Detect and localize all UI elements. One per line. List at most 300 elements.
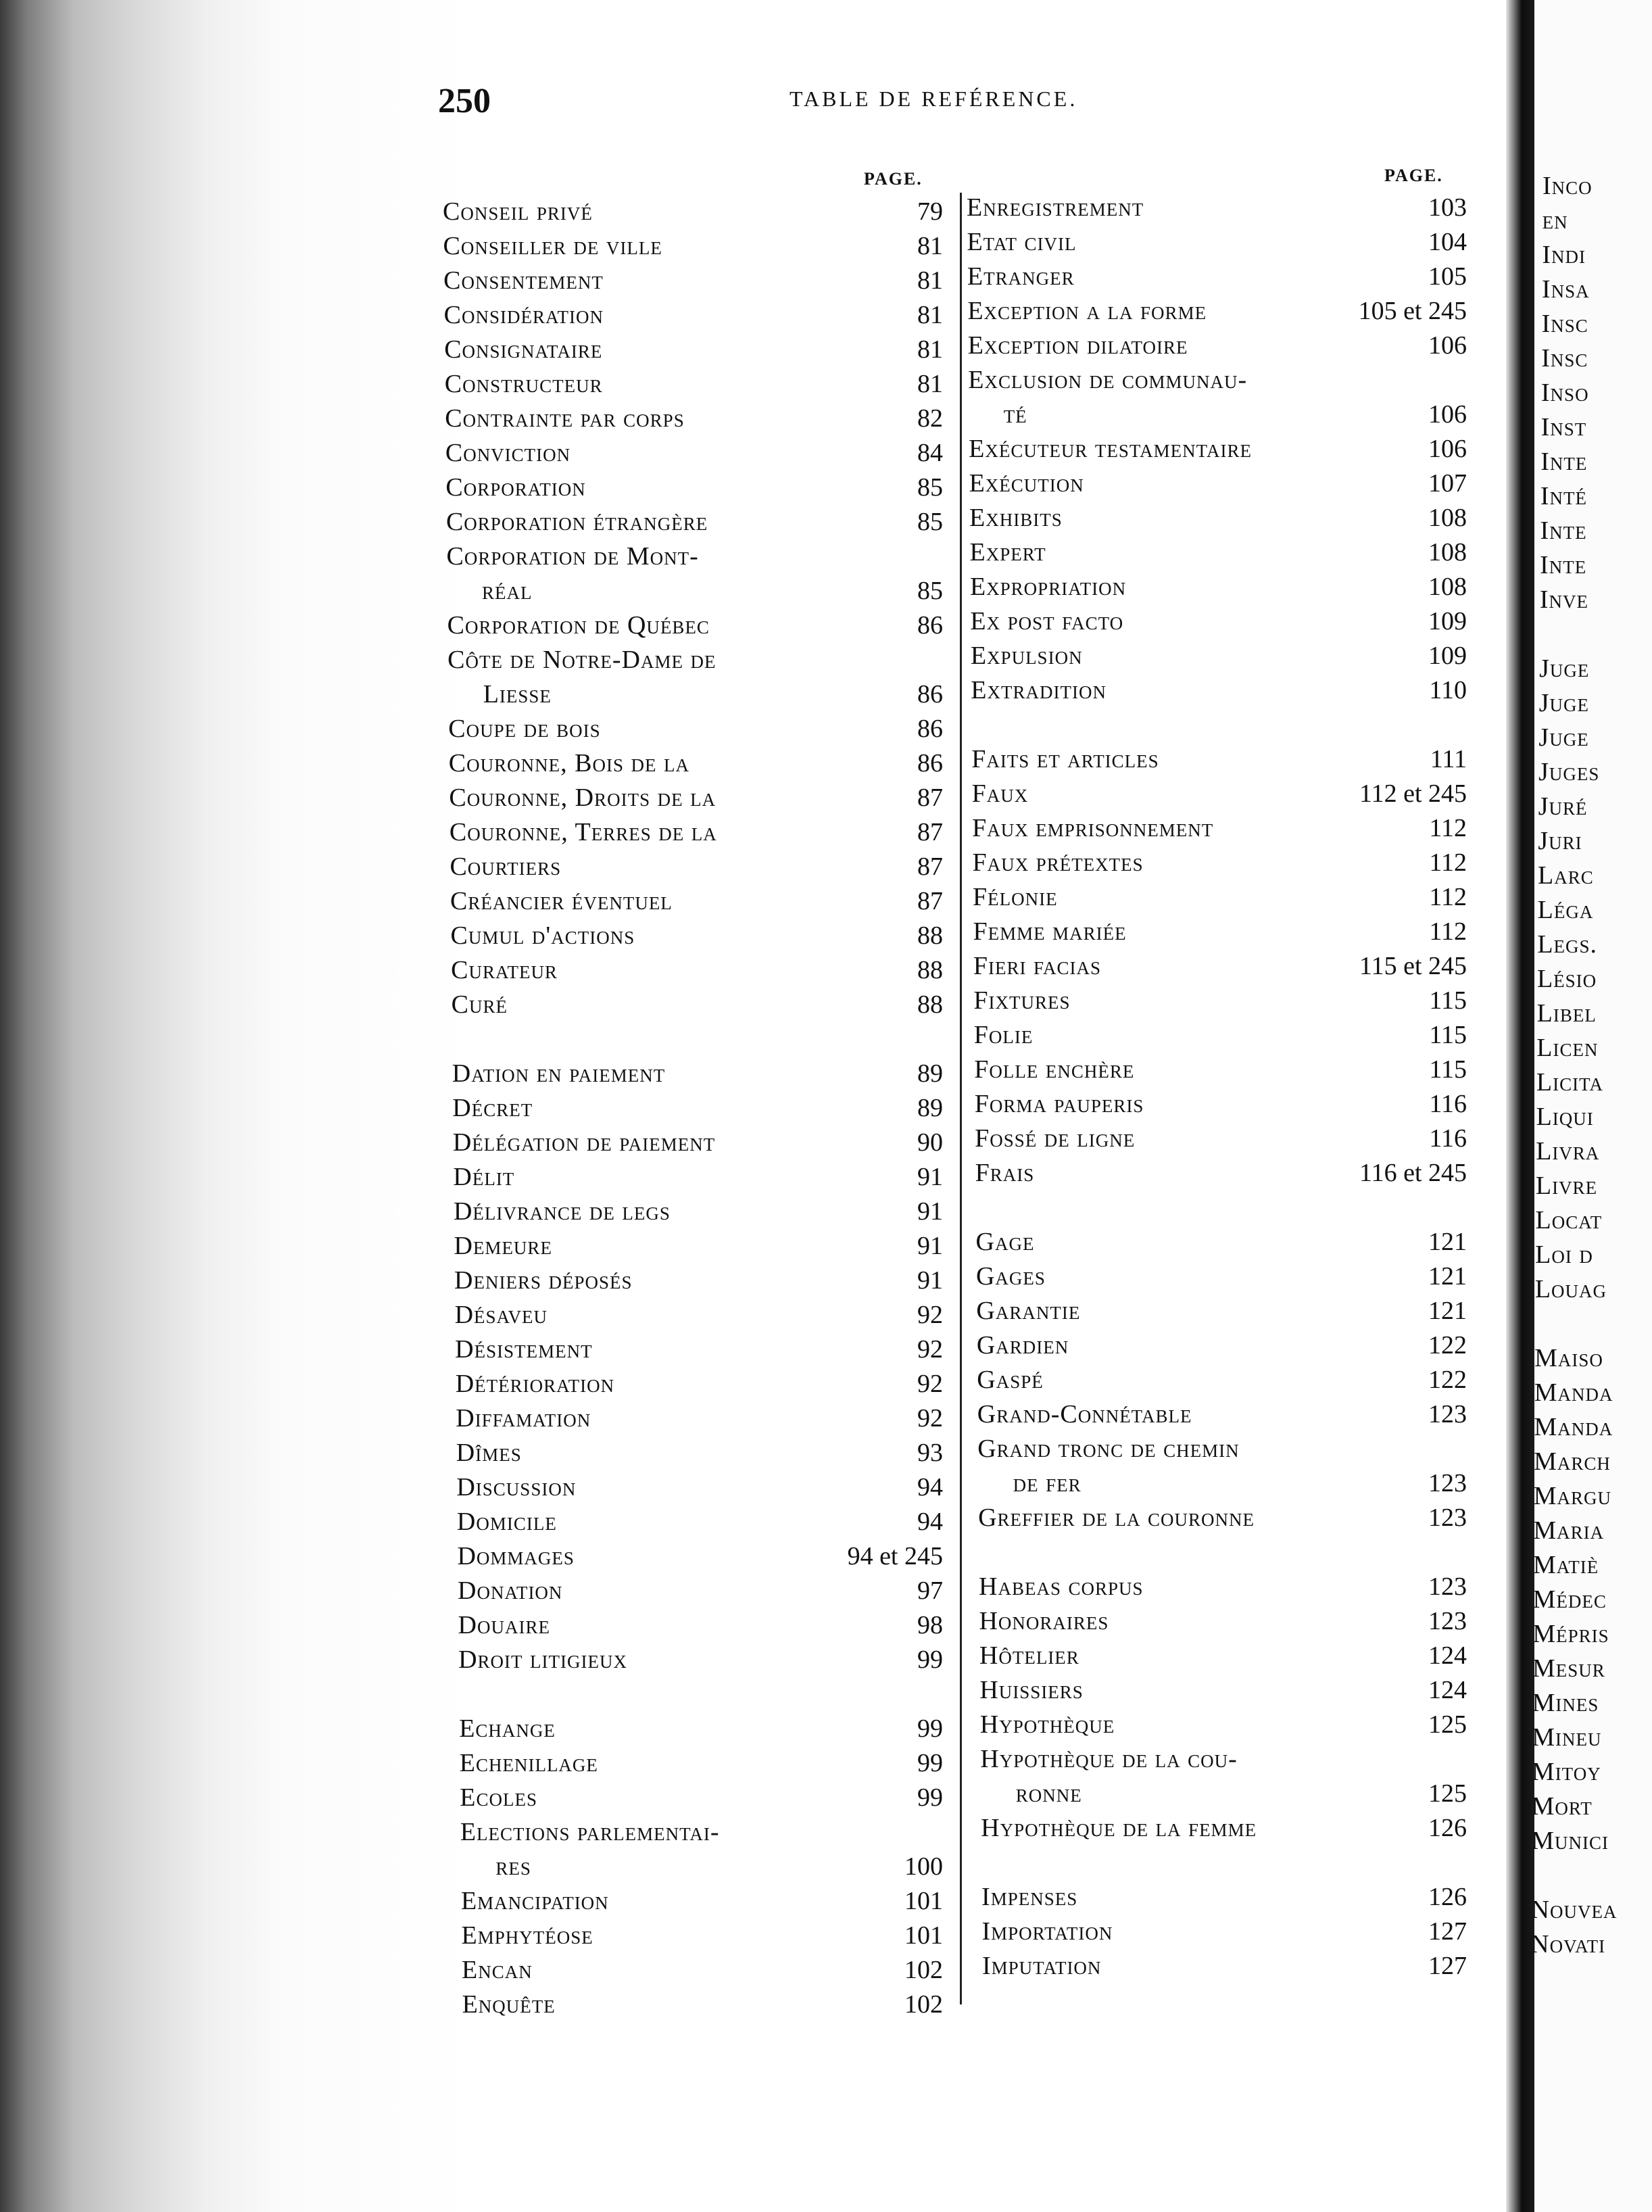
- entry-page-ref: 123: [1428, 1469, 1467, 1497]
- entry-page-ref: 102: [904, 1990, 943, 2019]
- book-binding-edge: [0, 0, 203, 2212]
- entry-term: Corporation: [445, 473, 586, 502]
- index-entry: [456, 1470, 943, 1505]
- index-entry: [455, 1332, 943, 1367]
- index-entry: [452, 1091, 943, 1126]
- index-entry: [982, 1949, 1467, 1983]
- entry-page-ref: 100: [904, 1852, 943, 1881]
- index-entry: [982, 1915, 1467, 1949]
- entry-term: Honoraires: [979, 1607, 1109, 1635]
- entry-term: Droit litigieux: [458, 1645, 627, 1674]
- facing-page-fragment: Matiè: [1533, 1551, 1599, 1579]
- entry-page-ref: 86: [917, 749, 943, 777]
- entry-page-ref: 94: [917, 1508, 943, 1536]
- entry-gap: [459, 1677, 943, 1712]
- facing-page-fragment: Inso: [1540, 379, 1589, 407]
- entry-gap: [1531, 1858, 1542, 1893]
- index-entry: [451, 953, 943, 988]
- facing-page-fragment: Inve: [1539, 585, 1588, 614]
- entry-page-ref: 123: [1428, 1504, 1467, 1532]
- entry-term: Greffier de la couronne: [978, 1504, 1255, 1532]
- entry-page-ref: 125: [1428, 1710, 1467, 1739]
- entry-term: Délégation de paiement: [452, 1128, 716, 1157]
- entry-term: Discussion: [456, 1473, 577, 1501]
- index-entry: [977, 1363, 1467, 1397]
- entry-page-ref: 88: [917, 956, 943, 984]
- index-entry: [448, 712, 943, 746]
- index-entry: [974, 1018, 1467, 1053]
- index-entry: [449, 746, 943, 781]
- index-entry: [979, 1604, 1467, 1639]
- facing-page-fragment: Livra: [1536, 1137, 1600, 1165]
- index-entry: [447, 643, 943, 677]
- facing-page-fragment: Margu: [1533, 1482, 1611, 1510]
- index-entry: [979, 1570, 1467, 1604]
- facing-page-fragment: Licen: [1536, 1034, 1599, 1062]
- entry-page-ref: 84: [917, 439, 943, 467]
- facing-page-fragment: Léga: [1537, 896, 1594, 924]
- entry-page-ref: 88: [917, 921, 943, 950]
- entry-term: Importation: [981, 1917, 1113, 1946]
- entry-term: Echenillage: [459, 1749, 598, 1777]
- index-entry: [967, 225, 1467, 260]
- index-entry: [969, 432, 1467, 466]
- entry-page-ref: 85: [917, 508, 943, 536]
- index-entry: [462, 1919, 944, 1953]
- index-entry: [447, 608, 943, 643]
- facing-page-fragment: Inté: [1540, 482, 1587, 510]
- entry-page-ref: 81: [917, 370, 943, 398]
- entry-term: Coupe de bois: [448, 715, 601, 743]
- entry-term: Femme mariée: [973, 917, 1127, 946]
- index-entry: [969, 501, 1467, 535]
- entry-term: Couronne, Bois de la: [448, 749, 689, 777]
- entry-page-ref: 79: [917, 197, 943, 226]
- entry-page-ref: 123: [1428, 1572, 1467, 1601]
- entry-term: Couronne, Droits de la: [449, 784, 716, 812]
- entry-term: Ex post facto: [970, 607, 1124, 635]
- entry-term: Cumul d'actions: [450, 921, 635, 950]
- entry-page-ref: 81: [917, 266, 943, 295]
- index-entry: [454, 1264, 943, 1298]
- entry-term: Forma pauperis: [974, 1090, 1144, 1118]
- index-entry: [968, 363, 1467, 398]
- entry-gap: [971, 708, 1467, 742]
- entry-page-ref: 85: [917, 577, 943, 605]
- entry-term: Curateur: [451, 956, 558, 984]
- entry-page-ref: 87: [917, 887, 943, 915]
- entry-page-ref: 101: [904, 1887, 943, 1915]
- entry-term: Curé: [451, 990, 508, 1019]
- entry-page-ref: 98: [917, 1611, 943, 1639]
- facing-page-fragment: Manda: [1534, 1378, 1613, 1407]
- entry-page-ref: 115: [1429, 1021, 1467, 1049]
- index-entry: [460, 1746, 943, 1781]
- index-entry: [443, 264, 943, 298]
- entry-page-ref: 124: [1428, 1641, 1467, 1670]
- entry-term: Domicile: [456, 1508, 557, 1536]
- entry-page-ref: 112: [1429, 917, 1467, 946]
- index-entry: [972, 811, 1467, 846]
- entry-term: Echange: [459, 1714, 556, 1743]
- facing-page-fragment: Munici: [1531, 1827, 1609, 1855]
- entry-page-ref: 101: [904, 1921, 943, 1950]
- entry-term: Fossé de ligne: [975, 1124, 1136, 1153]
- index-entry: [445, 436, 943, 471]
- facing-page-fragment: Insc: [1541, 310, 1588, 338]
- entry-gap: [452, 1022, 943, 1057]
- index-entry: [447, 574, 943, 608]
- entry-page-ref: 103: [1428, 193, 1467, 222]
- facing-page-fragment: Mépris: [1532, 1620, 1609, 1648]
- facing-page-fragment: Novati: [1530, 1930, 1606, 1958]
- entry-page-ref: 88: [917, 990, 943, 1019]
- entry-term: Liesse: [483, 680, 552, 708]
- entry-term: Demeure: [454, 1232, 552, 1260]
- index-entry: [462, 1988, 943, 2022]
- entry-term: Expulsion: [970, 642, 1083, 670]
- facing-page-fragment: Legs.: [1537, 930, 1598, 959]
- entry-term: Huissiers: [979, 1676, 1084, 1704]
- entry-term: Gage: [975, 1228, 1035, 1256]
- facing-page-fragment: Maiso: [1534, 1344, 1603, 1372]
- index-entry: [969, 398, 1467, 432]
- facing-page-fragment: Larc: [1538, 861, 1594, 890]
- facing-page-fragment: Mitoy: [1531, 1758, 1601, 1786]
- index-entry: [977, 1328, 1467, 1363]
- entry-page-ref: 104: [1428, 228, 1467, 256]
- facing-page-fragment: Mineu: [1532, 1723, 1602, 1752]
- entry-term: Deniers déposés: [454, 1266, 633, 1295]
- entry-page-ref: 126: [1428, 1883, 1467, 1911]
- entry-page-ref: 112: [1429, 848, 1467, 877]
- entry-page-ref: 85: [917, 473, 943, 502]
- entry-page-ref: 121: [1428, 1228, 1467, 1256]
- entry-term: Emancipation: [460, 1887, 609, 1915]
- index-entry: [975, 1156, 1467, 1191]
- index-entry: [970, 535, 1467, 570]
- entry-term: Donation: [458, 1577, 563, 1605]
- entry-page-ref: 81: [917, 301, 943, 329]
- facing-page-fragment: Locat: [1535, 1206, 1603, 1234]
- index-entry: [450, 815, 943, 850]
- entry-term: Elections parlementai-: [460, 1818, 720, 1846]
- facing-page-fragment: Maria: [1533, 1516, 1605, 1545]
- facing-page-fragment: Insa: [1541, 275, 1590, 304]
- index-entry: [971, 639, 1467, 673]
- entry-term: Hôtelier: [979, 1641, 1079, 1670]
- facing-page-fragment: Juré: [1538, 792, 1588, 821]
- entry-term: res: [495, 1852, 531, 1881]
- entry-page-ref: 108: [1428, 504, 1467, 532]
- entry-term: Exécuteur testamentaire: [969, 435, 1252, 463]
- facing-page-fragment: Loi d: [1535, 1241, 1593, 1269]
- entry-term: Consignataire: [444, 335, 603, 364]
- entry-page-ref: 122: [1428, 1331, 1467, 1360]
- index-entry: [458, 1643, 943, 1677]
- entry-page-ref: 102: [904, 1956, 943, 1984]
- index-entry: [967, 260, 1467, 294]
- entry-term: Expert: [969, 538, 1046, 567]
- facing-page-fragment: Lésio: [1536, 965, 1597, 993]
- entry-page-ref: 94: [917, 1473, 943, 1501]
- entry-page-ref: 105: [1428, 262, 1467, 291]
- entry-page-ref: 125: [1428, 1779, 1467, 1808]
- entry-page-ref: 82: [917, 404, 943, 433]
- index-entry: [448, 677, 943, 712]
- index-entry: [967, 294, 1467, 329]
- index-entry: [972, 777, 1467, 811]
- facing-page-fragment: Insc: [1541, 344, 1588, 372]
- entry-page-ref: 97: [917, 1577, 943, 1605]
- index-entry: [975, 1087, 1467, 1122]
- entry-gap: [979, 1535, 1467, 1570]
- index-entry: [447, 539, 944, 574]
- index-entry: [444, 333, 943, 367]
- entry-term: Douaire: [458, 1611, 550, 1639]
- index-entry: [970, 604, 1467, 639]
- facing-page-fragment: Mines: [1532, 1689, 1599, 1717]
- index-entry: [969, 466, 1467, 501]
- entry-page-ref: 91: [917, 1163, 943, 1191]
- entry-term: Encan: [462, 1956, 533, 1984]
- entry-page-ref: 87: [917, 818, 943, 846]
- facing-page-fragment: Inte: [1540, 516, 1587, 545]
- index-entry: [457, 1505, 943, 1539]
- entry-term: Gages: [975, 1262, 1046, 1291]
- index-entry: [970, 570, 1467, 604]
- entry-page-ref: 126: [1428, 1814, 1467, 1842]
- entry-page-ref: 115: [1429, 1055, 1467, 1084]
- entry-term: Exception a la forme: [967, 297, 1207, 325]
- index-entry: [971, 673, 1467, 708]
- entry-term: Faux prétextes: [972, 848, 1144, 877]
- facing-page-fragment: Liqui: [1536, 1103, 1594, 1131]
- index-entry: [456, 1367, 943, 1401]
- facing-page-fragment: Manda: [1534, 1413, 1613, 1441]
- entry-page-ref: 86: [917, 715, 943, 743]
- entry-page-ref: 94 et 245: [847, 1542, 943, 1570]
- entry-term: Félonie: [973, 883, 1058, 911]
- index-entry: [445, 402, 943, 436]
- entry-term: té: [1003, 400, 1027, 429]
- entry-page-ref: 91: [917, 1266, 943, 1295]
- entry-page-ref: 115 et 245: [1359, 952, 1467, 980]
- entry-page-ref: 92: [917, 1404, 943, 1433]
- entry-term: Décret: [452, 1094, 533, 1122]
- entry-term: Frais: [975, 1159, 1035, 1187]
- entry-term: Contrainte par corps: [445, 404, 685, 433]
- index-entry: [981, 1777, 1467, 1811]
- index-entry: [968, 329, 1467, 363]
- entry-page-ref: 81: [917, 232, 943, 260]
- facing-page-fragment: Inte: [1540, 448, 1588, 476]
- facing-page-fragment: Inte: [1540, 551, 1587, 579]
- entry-page-ref: 124: [1428, 1676, 1467, 1704]
- index-entry: [444, 298, 943, 333]
- entry-gap: [975, 1191, 1467, 1225]
- facing-page-fragment: Livre: [1535, 1172, 1598, 1200]
- entry-page-ref: 123: [1428, 1400, 1467, 1428]
- entry-term: Gardien: [976, 1331, 1069, 1360]
- entry-term: Enregistrement: [967, 193, 1144, 222]
- entry-page-ref: 110: [1429, 676, 1467, 704]
- entry-gap: [1534, 1307, 1542, 1341]
- entry-page-ref: 92: [917, 1301, 943, 1329]
- index-entry: [980, 1708, 1467, 1742]
- facing-page-fragment: Licita: [1536, 1068, 1603, 1097]
- index-entry: [452, 988, 943, 1022]
- entry-term: Délit: [453, 1163, 515, 1191]
- index-entry: [977, 1432, 1467, 1466]
- index-column-middle: [967, 191, 1467, 1983]
- entry-page-ref: 99: [917, 1749, 943, 1777]
- entry-page-ref: 107: [1428, 469, 1467, 498]
- index-entry: [456, 1436, 943, 1470]
- entry-term: Hypothèque: [979, 1710, 1115, 1739]
- entry-term: Corporation étrangère: [445, 508, 708, 536]
- entry-term: Garantie: [976, 1297, 1081, 1325]
- entry-term: Dîmes: [456, 1439, 522, 1467]
- entry-term: Consentement: [443, 266, 604, 295]
- facing-page-fragment: Louag: [1534, 1275, 1607, 1303]
- index-entry: [446, 505, 943, 539]
- entry-term: Folle enchère: [974, 1055, 1135, 1084]
- entry-page-ref: 115: [1429, 986, 1467, 1015]
- entry-page-ref: 112: [1429, 814, 1467, 842]
- index-entry: [454, 1229, 944, 1264]
- entry-page-ref: 106: [1428, 331, 1467, 360]
- entry-page-ref: 108: [1428, 538, 1467, 567]
- index-entry: [978, 1466, 1467, 1501]
- index-entry: [981, 1880, 1467, 1915]
- entry-term: Courtiers: [450, 852, 562, 881]
- entry-term: Fixtures: [973, 986, 1071, 1015]
- index-entry: [454, 1195, 943, 1229]
- entry-term: Détérioration: [455, 1370, 615, 1398]
- entry-page-ref: 109: [1428, 642, 1467, 670]
- index-entry: [977, 1397, 1467, 1432]
- entry-term: Côte de Notre-Dame de: [447, 646, 716, 674]
- index-entry: [971, 742, 1467, 777]
- entry-page-ref: 116 et 245: [1359, 1159, 1467, 1187]
- index-entry: [445, 471, 943, 505]
- index-entry: [443, 229, 943, 264]
- entry-page-ref: 93: [917, 1439, 943, 1467]
- entry-term: Conviction: [445, 439, 571, 467]
- entry-page-ref: 87: [917, 784, 943, 812]
- entry-term: Couronne, Terres de la: [449, 818, 717, 846]
- entry-term: Folie: [973, 1021, 1034, 1049]
- index-entry: [460, 1781, 943, 1815]
- facing-page-fragment: Juri: [1538, 827, 1582, 855]
- entry-term: Hypothèque de la cou-: [980, 1745, 1238, 1773]
- index-entry: [976, 1294, 1467, 1328]
- entry-term: Exécution: [969, 469, 1084, 498]
- entry-page-ref: 92: [917, 1370, 943, 1398]
- entry-term: de fer: [1013, 1469, 1082, 1497]
- facing-page-fragment: Juge: [1539, 654, 1590, 683]
- entry-term: Habeas corpus: [979, 1572, 1144, 1601]
- index-entry: [445, 367, 943, 402]
- entry-term: Délivrance de legs: [453, 1197, 671, 1226]
- index-entry: [462, 1953, 943, 1988]
- facing-page-fragment: Juge: [1538, 689, 1590, 717]
- entry-page-ref: 122: [1428, 1366, 1467, 1394]
- entry-term: Emphytéose: [461, 1921, 593, 1950]
- index-entry: [450, 850, 943, 884]
- index-entry: [450, 884, 943, 919]
- index-entry: [453, 1160, 943, 1195]
- entry-term: Etranger: [967, 262, 1075, 291]
- index-entry: [457, 1539, 943, 1574]
- index-entry: [975, 1122, 1467, 1156]
- index-entry: [460, 1815, 943, 1850]
- entry-term: Désistement: [455, 1335, 593, 1364]
- entry-term: Ecoles: [460, 1783, 538, 1812]
- index-entry: [460, 1850, 943, 1884]
- index-entry: [973, 880, 1467, 915]
- entry-term: Faux: [971, 779, 1029, 808]
- entry-term: Faits et articles: [971, 745, 1159, 773]
- facing-page-fragment: Médec: [1532, 1585, 1607, 1614]
- index-column-left: [443, 195, 943, 2022]
- entry-page-ref: 127: [1428, 1917, 1467, 1946]
- entry-term: Conseiller de ville: [443, 232, 662, 260]
- index-entry: [459, 1712, 943, 1746]
- entry-page-ref: 116: [1429, 1124, 1467, 1153]
- index-entry: [973, 984, 1467, 1018]
- entry-page-ref: 106: [1428, 435, 1467, 463]
- entry-page-ref: 112 et 245: [1359, 779, 1467, 808]
- entry-term: Extradition: [971, 676, 1107, 704]
- entry-term: Etat civil: [967, 228, 1077, 256]
- column-page-header: PAGE.: [864, 169, 923, 189]
- index-entry: [979, 1673, 1467, 1708]
- entry-term: Exhibits: [969, 504, 1063, 532]
- facing-page-fragment: Nouvea: [1530, 1896, 1618, 1924]
- entry-page-ref: 121: [1428, 1262, 1467, 1291]
- facing-page-fragment: Mort: [1531, 1792, 1593, 1821]
- index-entry: [976, 1225, 1467, 1259]
- index-entry: [458, 1574, 943, 1608]
- entry-term: ronne: [1015, 1779, 1082, 1808]
- entry-term: Hypothèque de la femme: [981, 1814, 1257, 1842]
- entry-page-ref: 81: [917, 335, 943, 364]
- entry-page-ref: 123: [1428, 1607, 1467, 1635]
- index-entry: [453, 1126, 943, 1160]
- page-gutter: [1506, 0, 1534, 2212]
- entry-term: Grand tronc de chemin: [977, 1435, 1240, 1463]
- page-number: 250: [438, 82, 491, 120]
- column-divider: [960, 193, 962, 2004]
- facing-page-fragment: Juge: [1538, 723, 1589, 752]
- entry-page-ref: 106: [1428, 400, 1467, 429]
- index-entry: [973, 915, 1467, 949]
- index-entry: [979, 1639, 1467, 1673]
- entry-page-ref: 90: [917, 1128, 943, 1157]
- index-entry: [449, 781, 943, 815]
- running-head: TABLE DE REFÉRENCE.: [789, 87, 1078, 111]
- index-entry: [455, 1298, 943, 1332]
- index-entry: [974, 1053, 1467, 1087]
- facing-page-fragment: March: [1534, 1447, 1611, 1476]
- entry-term: Corporation de Mont-: [446, 542, 699, 571]
- entry-page-ref: 99: [917, 1714, 943, 1743]
- entry-term: réal: [482, 577, 533, 605]
- entry-term: Enquête: [462, 1990, 556, 2019]
- column-page-header: PAGE.: [1384, 166, 1443, 185]
